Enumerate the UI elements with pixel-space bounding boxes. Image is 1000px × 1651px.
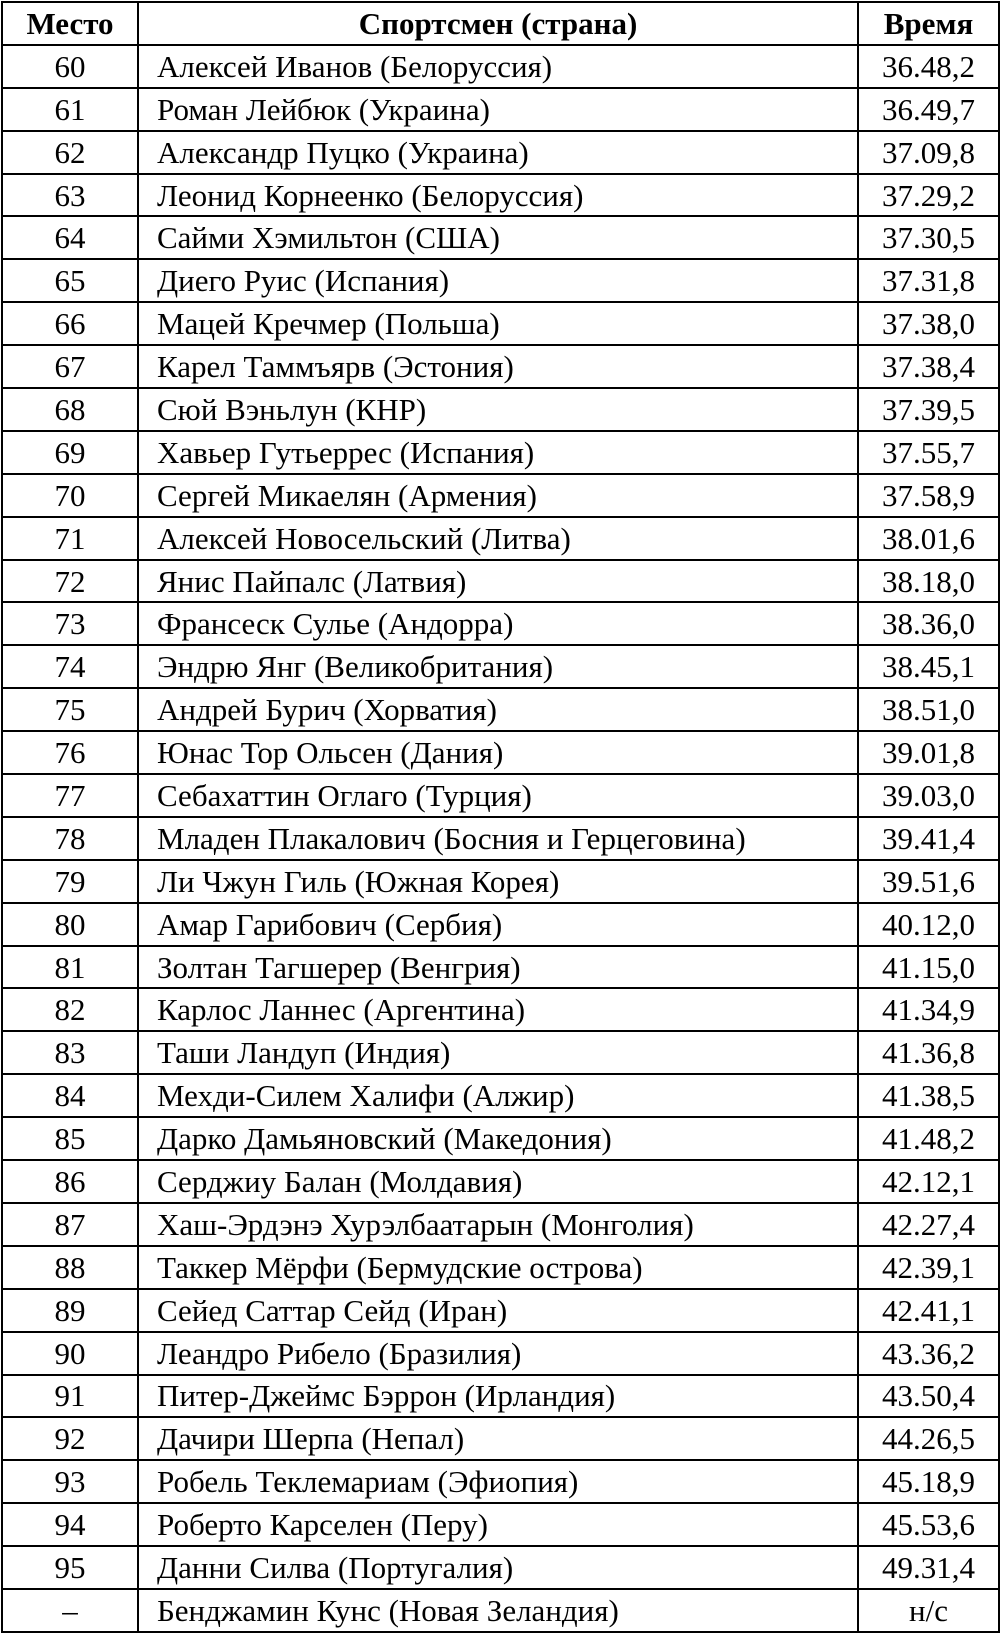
athlete-cell: Леандро Рибело (Бразилия) [138,1332,858,1375]
time-cell: 37.58,9 [858,474,999,517]
time-cell: 41.48,2 [858,1117,999,1160]
time-cell: 49.31,4 [858,1546,999,1589]
athlete-cell: Мацей Кречмер (Польша) [138,302,858,345]
table-row [2,517,999,560]
time-cell: 36.48,2 [858,45,999,88]
athlete-cell: Роберто Карселен (Перу) [138,1503,858,1546]
athlete-cell: Питер-Джеймс Бэррон (Ирландия) [138,1375,858,1418]
time-cell: 39.03,0 [858,774,999,817]
time-cell: 38.51,0 [858,688,999,731]
time-cell: н/с [858,1589,999,1632]
place-cell: 94 [2,1503,138,1546]
athlete-cell: Александр Пуцко (Украина) [138,131,858,174]
time-cell: 38.45,1 [858,645,999,688]
time-cell: 42.27,4 [858,1203,999,1246]
athlete-cell: Карел Таммъярв (Эстония) [138,345,858,388]
table-row [2,1203,999,1246]
place-cell: 61 [2,88,138,131]
table-row [2,1503,999,1546]
athlete-cell: Леонид Корнеенко (Белоруссия) [138,174,858,217]
table-row [2,774,999,817]
place-cell: 74 [2,645,138,688]
athlete-cell: Янис Пайпалс (Латвия) [138,560,858,603]
athlete-cell: Себахаттин Оглаго (Турция) [138,774,858,817]
place-cell: 80 [2,903,138,946]
place-cell: 71 [2,517,138,560]
time-cell: 45.18,9 [858,1460,999,1503]
place-cell: 90 [2,1332,138,1375]
table-row [2,602,999,645]
athlete-cell: Данни Силва (Португалия) [138,1546,858,1589]
table-row [2,560,999,603]
athlete-cell: Юнас Тор Ольсен (Дания) [138,731,858,774]
place-cell: 62 [2,131,138,174]
time-cell: 41.15,0 [858,946,999,989]
athlete-cell: Дачири Шерпа (Непал) [138,1417,858,1460]
place-cell: – [2,1589,138,1632]
time-cell: 42.39,1 [858,1246,999,1289]
table-row [2,216,999,259]
place-cell: 63 [2,174,138,217]
table-header [2,2,999,45]
time-cell: 38.18,0 [858,560,999,603]
time-cell: 41.38,5 [858,1074,999,1117]
athlete-cell: Алексей Новосельский (Литва) [138,517,858,560]
table-row [2,1332,999,1375]
table-row [2,988,999,1031]
place-cell: 91 [2,1375,138,1418]
table-row [2,817,999,860]
athlete-cell: Эндрю Янг (Великобритания) [138,645,858,688]
table-row [2,645,999,688]
place-cell: 65 [2,259,138,302]
table-row [2,688,999,731]
athlete-cell: Роман Лейбюк (Украина) [138,88,858,131]
place-cell: 66 [2,302,138,345]
time-cell: 38.36,0 [858,602,999,645]
athlete-cell: Сайми Хэмильтон (США) [138,216,858,259]
table-row [2,1546,999,1589]
place-cell: 84 [2,1074,138,1117]
place-cell: 77 [2,774,138,817]
table-row [2,1246,999,1289]
table-row [2,1460,999,1503]
time-cell: 44.26,5 [858,1417,999,1460]
time-cell: 37.55,7 [858,431,999,474]
athlete-cell: Дарко Дамьяновский (Македония) [138,1117,858,1160]
table-row [2,731,999,774]
athlete-cell: Сейед Саттар Сейд (Иран) [138,1289,858,1332]
place-cell: 64 [2,216,138,259]
place-cell: 92 [2,1417,138,1460]
table-row [2,131,999,174]
place-cell: 60 [2,45,138,88]
athlete-cell: Серджиу Балан (Молдавия) [138,1160,858,1203]
place-cell: 72 [2,560,138,603]
time-cell: 45.53,6 [858,1503,999,1546]
athlete-cell: Мехди-Силем Халифи (Алжир) [138,1074,858,1117]
time-cell: 40.12,0 [858,903,999,946]
time-cell: 37.29,2 [858,174,999,217]
time-cell: 41.34,9 [858,988,999,1031]
athlete-cell: Таши Ландуп (Индия) [138,1031,858,1074]
place-cell: 67 [2,345,138,388]
place-cell: 83 [2,1031,138,1074]
header-row [2,2,999,45]
athlete-cell: Таккер Мёрфи (Бермудские острова) [138,1246,858,1289]
table-row [2,1074,999,1117]
place-cell: 68 [2,388,138,431]
time-cell: 37.38,4 [858,345,999,388]
time-cell: 39.41,4 [858,817,999,860]
place-cell: 76 [2,731,138,774]
table-row [2,345,999,388]
place-cell: 89 [2,1289,138,1332]
table-row [2,88,999,131]
table-row [2,388,999,431]
table-row [2,1289,999,1332]
table-row [2,1375,999,1418]
athlete-cell: Золтан Тагшерер (Венгрия) [138,946,858,989]
table-row [2,302,999,345]
athlete-cell: Франсеск Сулье (Андорра) [138,602,858,645]
table-row [2,860,999,903]
athlete-cell: Хаш-Эрдэнэ Хурэлбаатарын (Монголия) [138,1203,858,1246]
table-row [2,474,999,517]
place-cell: 85 [2,1117,138,1160]
athlete-cell: Ли Чжун Гиль (Южная Корея) [138,860,858,903]
place-cell: 81 [2,946,138,989]
results-table [1,1,1000,1633]
place-cell: 93 [2,1460,138,1503]
table-row [2,1589,999,1632]
table-row [2,1417,999,1460]
time-cell: 37.09,8 [858,131,999,174]
table-row [2,45,999,88]
time-cell: 41.36,8 [858,1031,999,1074]
time-cell: 39.01,8 [858,731,999,774]
table-row [2,259,999,302]
table-row [2,1117,999,1160]
table-row [2,174,999,217]
table-row [2,903,999,946]
athlete-cell: Младен Плакалович (Босния и Герцеговина) [138,817,858,860]
table-row [2,431,999,474]
place-cell: 78 [2,817,138,860]
table-body [2,45,999,1632]
time-cell: 42.41,1 [858,1289,999,1332]
time-cell: 36.49,7 [858,88,999,131]
athlete-cell: Бенджамин Кунс (Новая Зеландия) [138,1589,858,1632]
athlete-cell: Робель Теклемариам (Эфиопия) [138,1460,858,1503]
place-cell: 95 [2,1546,138,1589]
header-athlete: Спортсмен (страна) [138,2,858,45]
place-cell: 73 [2,602,138,645]
athlete-cell: Сергей Микаелян (Армения) [138,474,858,517]
athlete-cell: Андрей Бурич (Хорватия) [138,688,858,731]
time-cell: 37.30,5 [858,216,999,259]
table-row [2,946,999,989]
time-cell: 43.50,4 [858,1375,999,1418]
header-time: Время [858,2,999,45]
place-cell: 87 [2,1203,138,1246]
time-cell: 39.51,6 [858,860,999,903]
athlete-cell: Алексей Иванов (Белоруссия) [138,45,858,88]
time-cell: 38.01,6 [858,517,999,560]
header-place: Место [2,2,138,45]
place-cell: 70 [2,474,138,517]
time-cell: 37.38,0 [858,302,999,345]
athlete-cell: Диего Руис (Испания) [138,259,858,302]
place-cell: 69 [2,431,138,474]
time-cell: 42.12,1 [858,1160,999,1203]
time-cell: 43.36,2 [858,1332,999,1375]
time-cell: 37.39,5 [858,388,999,431]
athlete-cell: Сюй Вэньлун (КНР) [138,388,858,431]
place-cell: 75 [2,688,138,731]
place-cell: 86 [2,1160,138,1203]
table-row [2,1031,999,1074]
place-cell: 88 [2,1246,138,1289]
athlete-cell: Карлос Ланнес (Аргентина) [138,988,858,1031]
table-row [2,1160,999,1203]
athlete-cell: Хавьер Гутьеррес (Испания) [138,431,858,474]
place-cell: 82 [2,988,138,1031]
athlete-cell: Амар Гарибович (Сербия) [138,903,858,946]
place-cell: 79 [2,860,138,903]
time-cell: 37.31,8 [858,259,999,302]
